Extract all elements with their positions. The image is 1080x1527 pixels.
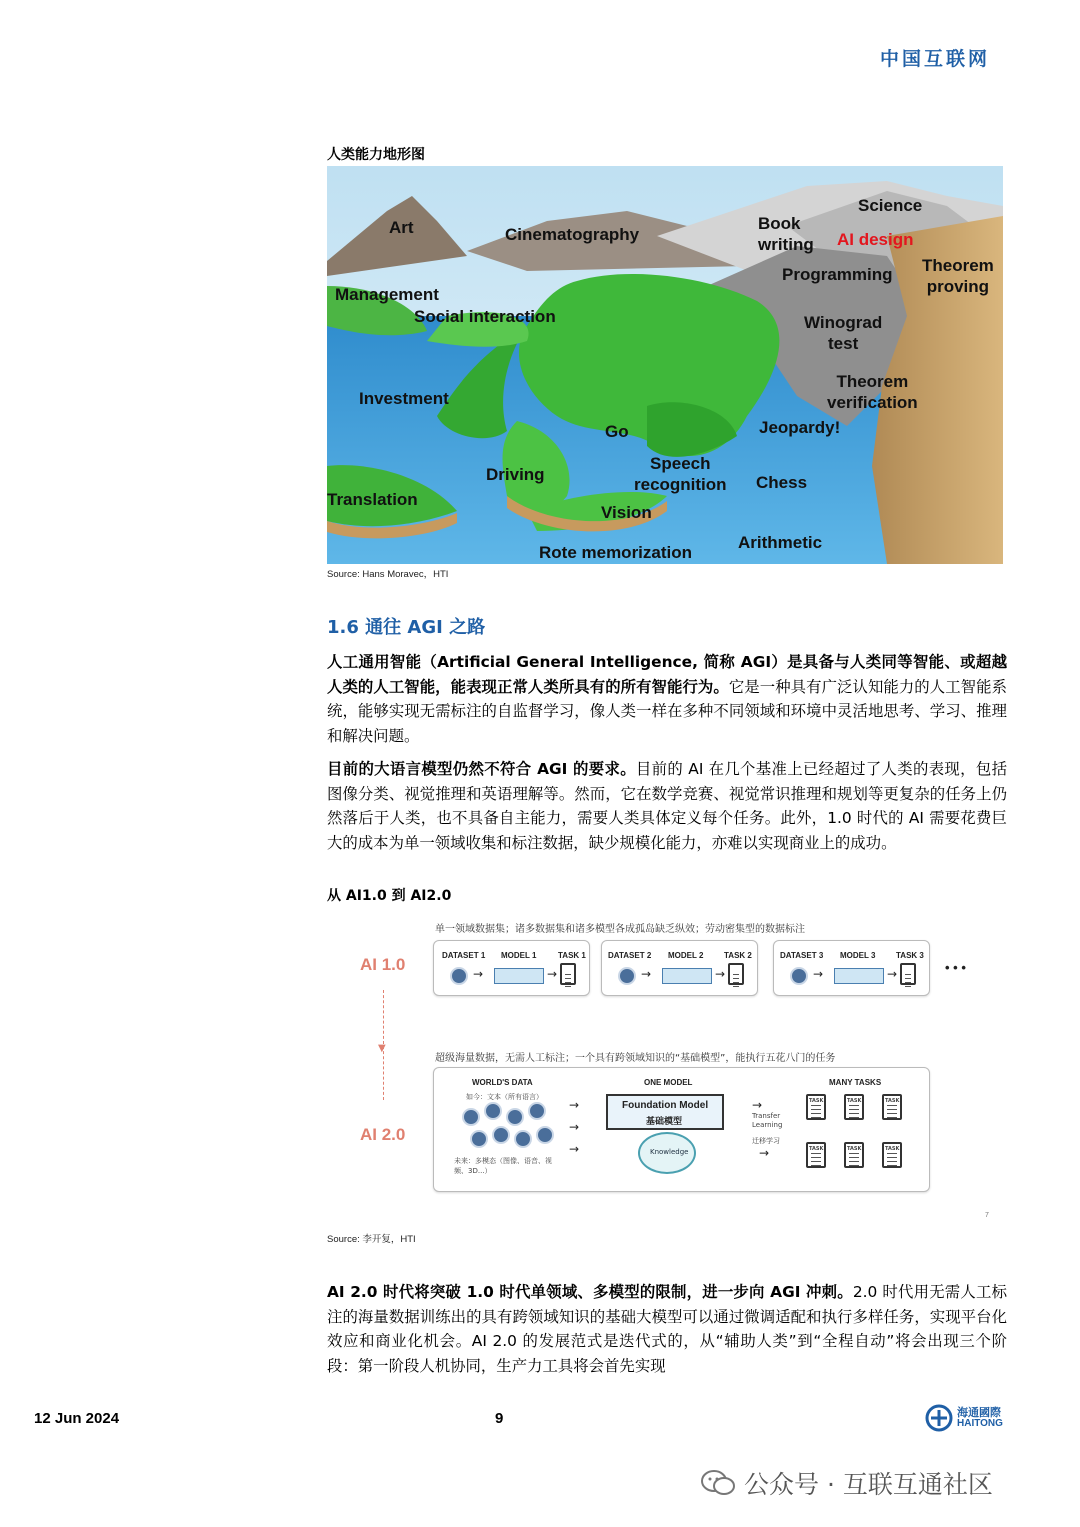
label-ai-design: AI design [837,230,914,249]
header-title: 中国互联网 [879,48,990,70]
database-icon [462,1108,480,1126]
landscape-illustration [327,166,1003,564]
ai2-note: 超级海量数据，无需人工标注；一个具有跨领域知识的“基础模型”，能执行五花八门的任务 [435,1053,836,1064]
paragraph-1-body: 它是一种具有广泛认知能力的人工智能系统，能够实现无需标注的自监督学习，像人类一样在多种不同领域和环境中灵活地思考、学习、推理和解决问题。 [327,677,1007,745]
haitong-logo [925,1403,1015,1433]
one-model-title: ONE MODEL [644,1078,693,1087]
arrow-icon: → [752,1098,763,1112]
task-word: TASK [847,1098,862,1104]
model-icon [662,968,712,984]
task-word: TASK [809,1098,824,1104]
figure2-caption: 从 AI1.0 到 AI2.0 [327,888,452,904]
label-driving: Driving [486,465,545,484]
pipeline-1-dataset: DATASET 1 [442,951,486,960]
database-icon [484,1102,502,1120]
page-number: 9 [495,1410,504,1427]
figure1-caption: 人类能力地形图 [327,147,425,163]
task-word: TASK [885,1098,900,1104]
database-icon [536,1126,554,1144]
pipeline-1 [433,940,590,996]
ai2-panel [433,1067,930,1192]
database-icon [470,1130,488,1148]
label-social-interaction: Social interaction [414,307,556,326]
logo-text-cn: 海通國際 [957,1406,1001,1419]
model-icon [494,968,544,984]
label-science: Science [858,196,923,215]
label-winograd-test: Winograd test [804,313,883,353]
many-tasks-title: MANY TASKS [829,1078,882,1087]
paragraph-3-body: 2.0 时代用无需人工标注的海量数据训练出的具有跨领域知识的基础大模型可以通过微调适配和执行多样任务，实现平台化效应和商业化机会。AI 2.0 的发展范式是迭代式的，从“辅助人类”到“全程自动”将会出现三个阶段：第一阶段人机协同，生产力工具将会首先实现 [327,1283,1007,1375]
chevron-down-icon: ▼ [378,1043,386,1054]
watermark-text: 公众号 · 互联互通社区 [744,1470,993,1499]
task-word: TASK [809,1146,824,1152]
logo-text-en: HAITONG [957,1418,1003,1429]
database-icon [790,967,808,985]
paragraph-3-lead: AI 2.0 时代将突破 1.0 时代单领域、多模型的限制，进一步向 AGI 冲刺。 [327,1283,853,1301]
label-speech-recognition: Speech recognition [634,454,727,494]
pipeline-1-model: MODEL 1 [501,951,537,960]
label-cinematography: Cinematography [505,225,640,244]
pipeline-3-dataset: DATASET 3 [780,951,824,960]
arrow-icon: → [887,967,898,981]
paragraph-2-body: 目前的 AI 在几个基准上已经超过了人类的表现，包括图像分类、视觉推理和英语理解等。然而，它在数学竞赛、视觉常识推理和规划等更复杂的任务上仍然落后于人类，也不具备自主能力，需要人类具体定义每个任务。此外，1.0 时代的 AI 需要花费巨大的成本为单一领域收集和标注数据，缺少规模化能力，亦难以实现商业上的成功。 [327,760,1007,852]
arrow-icon: → [641,967,652,981]
foundation-model-box [606,1094,724,1130]
label-go: Go [605,422,629,441]
transfer-learning-label: Transfer Learning [752,1112,783,1129]
ai1-note: 单一领域数据集；诸多数据集和诸多模型各成孤岛缺乏纵效；劳动密集型的数据标注 [435,924,805,935]
pipeline-2-dataset: DATASET 2 [608,951,652,960]
label-book-writing: Book writing [758,214,814,254]
pipeline-3 [773,940,930,996]
footer-date: 12 Jun 2024 [34,1410,120,1427]
paragraph-1-lead: 人工通用智能（Artificial General Intelligence, 简称 AGI）是具备与人类同等智能、或超越人类的人工智能，能表现正常人类所具有的所有智能行为。 [327,653,1007,696]
pipeline-3-task: TASK 3 [896,951,924,960]
arrow-icon: → [813,967,824,981]
label-art: Art [389,218,414,237]
ai1-label: AI 1.0 [360,955,406,974]
paragraph-llm-limits [327,757,1007,855]
pipeline-1-task: TASK 1 [558,951,586,960]
database-icon [450,967,468,985]
arrow-icon: → [569,1120,580,1134]
task-word: TASK [847,1146,862,1152]
ai1-to-ai2-diagram [345,905,985,1205]
task-icon [728,963,744,985]
figure2-source: Source: 李开复，HTI [327,1234,416,1245]
pipeline-3-model: MODEL 3 [840,951,876,960]
figure1-source: Source: Hans Moravec，HTI [327,569,449,580]
label-theorem-proving: Theorem proving [922,256,994,296]
section-title: 1.6 通往 AGI 之路 [327,617,486,638]
arrow-icon: → [473,967,484,981]
label-arithmetic: Arithmetic [738,533,823,552]
arrow-icon: → [759,1146,770,1160]
database-icon [506,1108,524,1126]
label-management: Management [335,285,439,304]
label-translation: Translation [327,490,418,509]
knowledge-label: Knowledge [650,1148,689,1156]
figure2-page-mark: 7 [985,1212,989,1219]
foundation-model-label-cn: 基础模型 [646,1116,683,1126]
human-ability-landscape [327,166,1003,564]
paragraph-ai2-breakthrough [327,1280,1007,1378]
arrow-icon: → [715,967,726,981]
task-word: TASK [885,1146,900,1152]
database-icon [514,1130,532,1148]
database-icon [528,1102,546,1120]
wechat-watermark [700,1465,993,1501]
database-icon [618,967,636,985]
label-investment: Investment [359,389,449,408]
foundation-model-label: Foundation Model [622,1100,709,1111]
worlds-data-title: WORLD'S DATA [472,1078,533,1087]
ellipsis: • • • [945,960,966,975]
label-jeopardy: Jeopardy! [759,418,841,437]
pipeline-2-task: TASK 2 [724,951,752,960]
label-chess: Chess [756,473,808,492]
paragraph-2-lead: 目前的大语言模型仍然不符合 AGI 的要求。 [327,760,636,778]
task-icon [560,963,576,985]
haitong-logo-icon [925,1404,953,1432]
arrow-icon: → [569,1098,580,1112]
arrow-icon: → [569,1142,580,1156]
pipeline-2 [601,940,758,996]
future-note: 未来：多模态（图像、语音、视频、3D...） [454,1157,552,1175]
task-icon [900,963,916,985]
arrow-icon: → [547,967,558,981]
ai2-label: AI 2.0 [360,1125,406,1144]
pipeline-2-model: MODEL 2 [668,951,704,960]
label-vision: Vision [601,503,652,522]
label-theorem-verification: Theorem verification [827,372,918,412]
label-programming: Programming [782,265,893,284]
paragraph-agi-definition [327,650,1007,748]
model-icon [834,968,884,984]
label-rote-memorization: Rote memorization [539,543,693,562]
database-icon [492,1126,510,1144]
brain-icon [638,1132,696,1174]
wechat-icon [700,1468,736,1498]
worlds-data-sub: 如今：文本（所有语言） [466,1093,543,1101]
transfer-learning-label-cn: 迁移学习 [752,1137,780,1145]
